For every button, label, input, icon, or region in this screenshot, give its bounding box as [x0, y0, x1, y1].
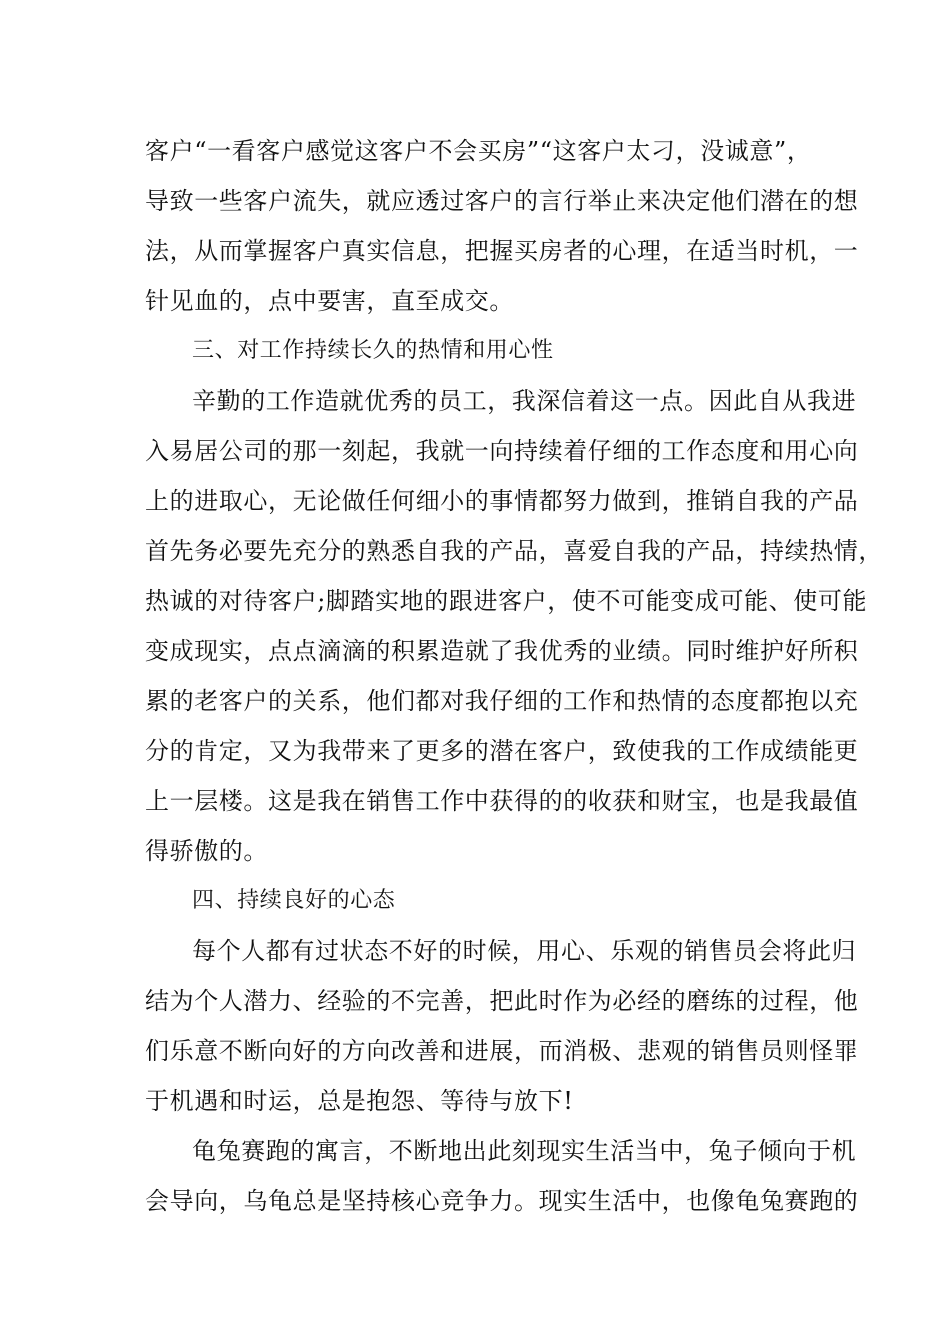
- paragraph-line: 累的老客户的关系，他们都对我仔细的工作和热情的态度都抱以充: [145, 687, 859, 715]
- paragraph-line: 法，从而掌握客户真实信息，把握买房者的心理，在适当时机，一: [145, 237, 859, 265]
- paragraph-line: 们乐意不断向好的方向改善和进展，而消极、悲观的销售员则怪罪: [145, 1037, 859, 1065]
- section-heading-three: 三、对工作持续长久的热情和用心性: [192, 338, 554, 363]
- paragraph-line: 首先务必要先充分的熟悉自我的产品，喜爱自我的产品，持续热情，: [145, 537, 883, 565]
- paragraph-line: 辛勤的工作造就优秀的员工，我深信着这一点。因此自从我进: [192, 387, 857, 415]
- paragraph-line: 入易居公司的那一刻起，我就一向持续着仔细的工作态度和用心向: [145, 437, 859, 465]
- paragraph-line: 结为个人潜力、经验的不完善，把此时作为必经的磨练的过程，他: [145, 987, 859, 1015]
- paragraph-line: 上的进取心，无论做任何细小的事情都努力做到，推销自我的产品: [145, 487, 859, 515]
- paragraph-line: 针见血的，点中要害，直至成交。: [145, 287, 514, 315]
- paragraph-line: 于机遇和时运，总是抱怨、等待与放下!: [145, 1087, 574, 1115]
- paragraph-line: 龟兔赛跑的寓言，不断地出此刻现实生活当中，兔子倾向于机: [192, 1137, 857, 1165]
- paragraph-line: 分的肯定，又为我带来了更多的潜在客户，致使我的工作成绩能更: [145, 737, 859, 765]
- section-heading-four: 四、持续良好的心态: [192, 888, 396, 913]
- paragraph-line: 热诚的对待客户;脚踏实地的跟进客户，使不可能变成可能、使可能: [145, 587, 868, 615]
- paragraph-line: 变成现实，点点滴滴的积累造就了我优秀的业绩。同时维护好所积: [145, 637, 859, 665]
- paragraph-line: 会导向，乌龟总是坚持核心竞争力。现实生活中，也像龟兔赛跑的: [145, 1187, 859, 1215]
- paragraph-line: 得骄傲的。: [145, 837, 268, 865]
- paragraph-line: 客户“一看客户感觉这客户不会买房”“这客户太刁，没诚意”，: [145, 137, 812, 165]
- paragraph-line: 每个人都有过状态不好的时候，用心、乐观的销售员会将此归: [192, 937, 857, 965]
- paragraph-line: 上一层楼。这是我在销售工作中获得的的收获和财宝，也是我最值: [145, 787, 859, 815]
- paragraph-line: 导致一些客户流失，就应透过客户的言行举止来决定他们潜在的想: [145, 187, 859, 215]
